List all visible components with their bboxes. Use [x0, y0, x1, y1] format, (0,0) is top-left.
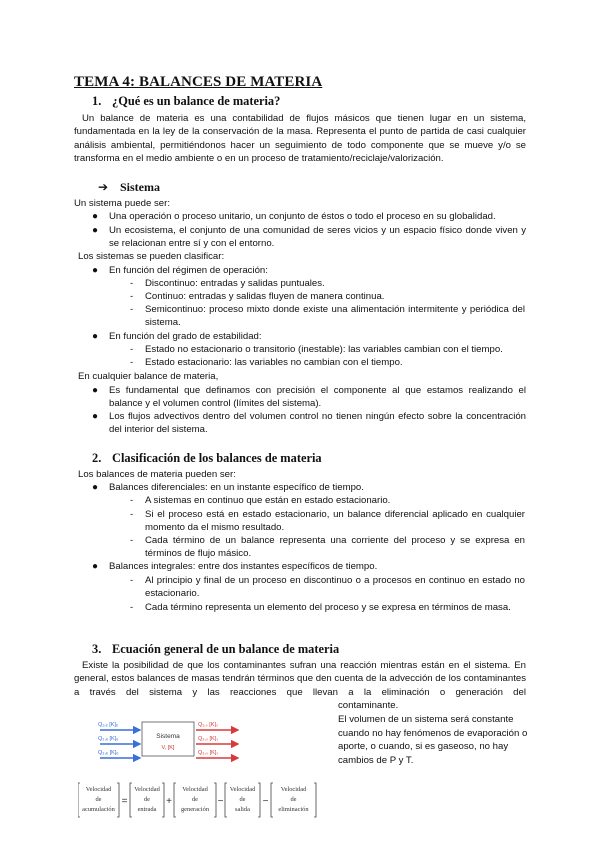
dash-icon: -	[130, 495, 134, 506]
term-5-line-1: Velocidad	[280, 786, 307, 793]
dash-icon: -	[130, 278, 134, 289]
bullet-dot-icon: ●	[92, 411, 99, 422]
section-2-number: 2.	[92, 451, 102, 465]
bracket-left-3	[174, 783, 176, 817]
system-box-sub: V, [K]	[161, 745, 175, 751]
bullet-dot-icon: ●	[92, 265, 99, 276]
output-label-2: Q₂,ₛ [K]ₛ	[198, 736, 219, 742]
section-3-number: 3.	[92, 642, 102, 656]
operator-equals: =	[121, 796, 128, 807]
classify-intro: Los sistemas se pueden clasificar:	[78, 251, 225, 262]
document-title: TEMA 4: BALANCES DE MATERIA	[74, 74, 323, 90]
term-3-line-3: generación	[180, 806, 210, 813]
section-3-paragraph-end: contaminante.	[338, 700, 399, 711]
input-label-3: Q₃,ₑ [K]ₑ	[98, 750, 119, 756]
operator-minus-1: −	[217, 796, 224, 807]
dash-icon: -	[130, 357, 134, 368]
bullet-dot-icon: ●	[92, 225, 99, 236]
input-label-1: Q₁,ₑ [K]ₑ	[98, 722, 119, 728]
section-3-heading	[92, 642, 339, 657]
section-3-paragraph: Existe la posibilidad de que los contaminantes sufran una reacción mientras están en el sistema. En general, estos balances de masas tendrán términos que den cuenta de la advección de los contaminantes a través del sistema y las reacciones que llevan a la eliminación o generación del	[74, 660, 526, 698]
sistema-title: Sistema	[120, 180, 160, 194]
bracket-right-1	[117, 783, 119, 817]
diferenciales-label: Balances diferenciales: en un instante específico de tiempo.	[109, 482, 364, 493]
bracket-right-4	[258, 783, 260, 817]
system-box-label: Sistema	[156, 733, 180, 740]
sistema-bullet-2: Un ecosistema, el conjunto de una comunidad de seres vicios y un espacio físico donde viven y se relacionan entre sí y con el entorno.	[109, 225, 526, 250]
dash-icon: -	[130, 602, 134, 613]
regimen-item-2: Continuo: entradas y salidas fluyen de manera continua.	[145, 291, 385, 302]
arrow-right-icon: ➔	[98, 180, 109, 194]
operator-minus-2: −	[262, 796, 269, 807]
diferenciales-item-1: A sistemas en continuo que están en estado estacionario.	[145, 495, 391, 506]
diferenciales-item-3: Cada término de un balance representa una corriente del proceso y se expresa en términos de flujo másico.	[145, 535, 525, 560]
estabilidad-item-2: Estado estacionario: las variables no cambian con el tiempo.	[145, 357, 403, 368]
any-balance-bullet-2: Los flujos advectivos dentro del volumen control no tienen ningún efecto sobre la concentración del interior del sistema.	[109, 411, 526, 436]
integrales-label: Balances integrales: entre dos instantes específicos de tiempo.	[109, 561, 378, 572]
term-5-line-3: eliminación	[278, 806, 309, 813]
section-1-number: 1.	[92, 94, 102, 108]
regimen-label: En función del régimen de operación:	[109, 265, 268, 276]
dash-icon: -	[130, 575, 134, 586]
term-1-line-3: acumulación	[82, 806, 115, 813]
regimen-item-1: Discontinuo: entradas y salidas puntuales.	[145, 278, 325, 289]
estabilidad-label: En función del grado de estabilidad:	[109, 331, 262, 342]
bullet-dot-icon: ●	[92, 482, 99, 493]
regimen-item-3: Semicontinuo: proceso mixto donde existe una alimentación intermitente y periódica del sistema.	[145, 304, 525, 329]
section-2-heading	[92, 451, 322, 466]
operator-plus: +	[166, 796, 172, 807]
any-balance-bullet-1: Es fundamental que definamos con precisión el componente al que estamos realizando el balance y el volumen control (límites del sistema).	[109, 385, 526, 410]
bullet-dot-icon: ●	[92, 331, 99, 342]
estabilidad-item-1: Estado no estacionario o transitorio (inestable): las variables cambian con el tiempo.	[145, 344, 503, 355]
bracket-left-4	[225, 783, 227, 817]
output-label-3: Q₃,ₛ [K]ₛ	[198, 750, 219, 756]
integrales-item-2: Cada término representa un elemento del proceso y se expresa en términos de masa.	[145, 602, 511, 613]
term-4-line-3: salida	[235, 806, 250, 813]
section-1-title: ¿Qué es un balance de materia?	[112, 94, 281, 108]
sistema-intro: Un sistema puede ser:	[74, 198, 170, 209]
term-3-line-1: Velocidad	[182, 786, 208, 793]
volume-note: El volumen de un sistema será constante cuando no hay fenómenos de evaporación o aporte, o cuando, si es gaseoso, no hay cambios de P y T.	[338, 714, 528, 766]
dash-icon: -	[130, 535, 134, 546]
section-1-paragraph: Un balance de materia es una contabilidad de flujos másicos que tienen lugar en un sistema, fundamentada en la ley de la conservación de la masa. Representa el punto de partida de casi cualquier análisis ambiental, permitiéndonos hacer un seguimiento de todo componente que se mueve y/o se transforma en el medio ambiente o en un proceso de tratamiento/reciclaje/valorización.	[74, 113, 526, 165]
bracket-right-2	[162, 783, 164, 817]
output-label-1: Q₁,ₛ [K]ₛ	[198, 722, 219, 728]
term-4-line-2: de	[239, 796, 246, 803]
sistema-bullet-1: Una operación o proceso unitario, un conjunto de éstos o todo el proceso en su globalidad.	[109, 211, 496, 222]
dash-icon: -	[130, 509, 134, 520]
dash-icon: -	[130, 344, 134, 355]
bracket-left-5	[271, 783, 273, 817]
any-balance-intro: En cualquier balance de materia,	[78, 371, 219, 382]
dash-icon: -	[130, 304, 134, 315]
term-2-line-1: Velocidad	[134, 786, 160, 793]
system-flow-diagram	[98, 716, 322, 766]
term-1-line-1: Velocidad	[85, 786, 112, 793]
bullet-dot-icon: ●	[92, 385, 99, 396]
term-2-line-3: entrada	[137, 806, 157, 813]
bullet-dot-icon: ●	[92, 561, 99, 572]
section-3-title: Ecuación general de un balance de materia	[112, 642, 340, 656]
sistema-heading	[98, 180, 160, 195]
section-2-intro: Los balances de materia pueden ser:	[78, 469, 236, 480]
diferenciales-item-2: Si el proceso está en estado estacionario, un balance diferencial aplicado en cualquier momento da el mismo resultado.	[145, 509, 525, 534]
bracket-right-5	[314, 783, 316, 817]
bracket-left-1	[78, 783, 80, 817]
bracket-right-3	[214, 783, 216, 817]
integrales-item-1: Al principio y final de un proceso en discontinuo o a procesos en continuo en estado no estacionario.	[145, 575, 525, 600]
term-3-line-2: de	[191, 796, 199, 803]
section-1-heading	[92, 94, 280, 109]
dash-icon: -	[130, 291, 134, 302]
term-2-line-2: de	[143, 796, 151, 803]
term-4-line-1: Velocidad	[229, 786, 256, 793]
input-label-2: Q₂,ₑ [K]ₑ	[98, 736, 119, 742]
balance-equation	[78, 780, 328, 820]
bracket-left-2	[130, 783, 132, 817]
section-2-title: Clasificación de los balances de materia	[112, 451, 322, 465]
bullet-dot-icon: ●	[92, 211, 99, 222]
term-1-line-2: de	[95, 796, 102, 803]
term-5-line-2: de	[290, 796, 297, 803]
